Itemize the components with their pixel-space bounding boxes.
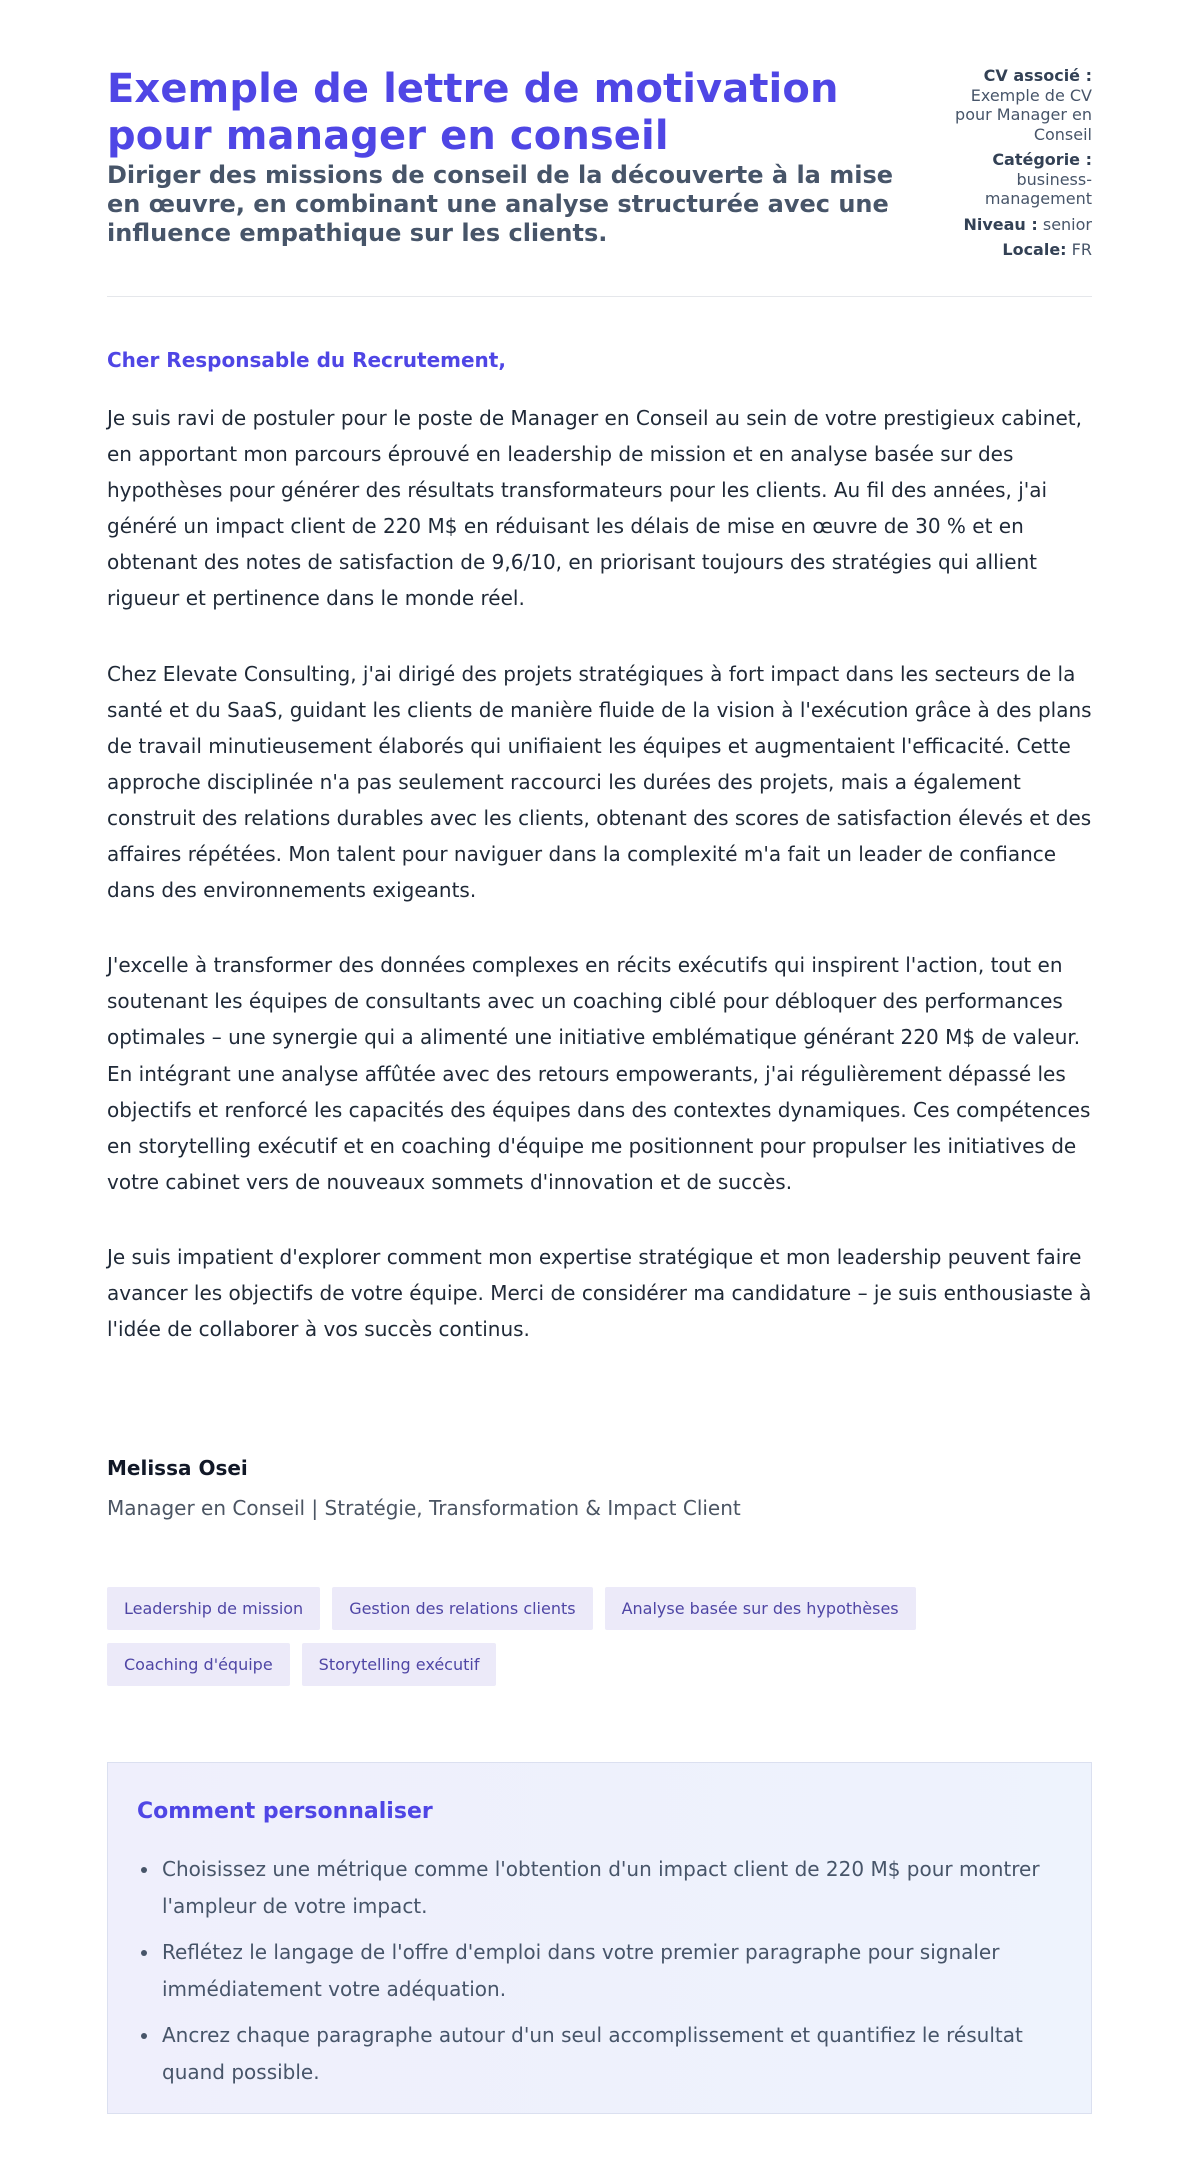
meta-level-value: senior (1042, 214, 1092, 234)
title-block (107, 66, 897, 248)
skill-tag: Gestion des relations clients (332, 1587, 592, 1630)
meta-level-label: Niveau : (963, 214, 1038, 234)
skill-tag: Leadership de mission (107, 1587, 320, 1630)
skill-tag: Storytelling exécutif (302, 1643, 497, 1686)
meta-cv (942, 66, 1092, 144)
tip-item: Ancrez chaque paragraphe autour d'un seul accomplissement et quantifiez le résultat quand possible. (162, 2017, 1082, 2090)
page-header (107, 0, 1092, 296)
meta-category-label: Catégorie : (992, 150, 1092, 169)
tips-title: Comment personnaliser (137, 1799, 433, 1824)
header-divider (107, 296, 1092, 297)
signature-title: Manager en Conseil | Stratégie, Transformation & Impact Client (107, 1496, 741, 1520)
cover-letter-page (107, 0, 1092, 2084)
skill-tags (107, 1587, 1092, 1686)
letter-body (107, 400, 1092, 1386)
letter-paragraph: J'excelle à transformer des données complexes en récits exécutifs qui inspirent l'action, tout en soutenant les équipes de consultants avec un coaching ciblé pour débloquer des performances optimales – une synergie qui a alimenté une initiative emblématique générant 220 M$ de valeur. En intégrant une analyse affûtée avec des retours empowerants, j'ai régulièrement dépassé les objectifs et renforcé les capacités des équipes dans des contextes dynamiques. Ces compétences en storytelling exécutif et en coaching d'équipe me positionnent pour propulser les initiatives de votre cabinet vers de nouveaux sommets d'innovation et de succès. (107, 953, 1091, 1194)
meta-locale-value: FR (1071, 240, 1092, 259)
letter-paragraph: Je suis impatient d'explorer comment mon expertise stratégique et mon leadership peuvent faire avancer les objectifs de votre équipe. Merci de considérer ma candidature – je suis enthousiaste à l'idée de collaborer à vos succès continus. (107, 1244, 1092, 1342)
meta-panel (942, 66, 1092, 266)
tip-item: Reflétez le langage de l'offre d'emploi dans votre premier paragraphe pour signaler immédiatement votre adéquation. (162, 1934, 1082, 2007)
meta-locale-label: Locale: (1002, 240, 1067, 259)
page-title: Exemple de lettre de motivation pour manager en conseil (107, 66, 839, 159)
skill-tag: Coaching d'équipe (107, 1643, 290, 1686)
skill-tag: Analyse basée sur des hypothèses (605, 1587, 916, 1630)
tips-list (137, 1851, 1082, 2100)
meta-cv-value[interactable]: Exemple de CV pour Manager en Conseil (955, 85, 1092, 144)
signature-block (107, 1452, 741, 1524)
customization-tips-box (107, 1762, 1092, 2114)
page-subtitle: Diriger des missions de conseil de la découverte à la mise en œuvre, en combinant une analyse structurée avec une influence empathique sur les clients. (107, 161, 894, 247)
meta-level (942, 215, 1092, 235)
meta-category (942, 150, 1092, 209)
meta-cv-label: CV associé : (983, 66, 1092, 85)
letter-paragraph: Je suis ravi de postuler pour le poste de Manager en Conseil au sein de votre prestigieux cabinet, en apportant mon parcours éprouvé en leadership de mission et en analyse basée sur des hypothèses pour générer des résultats transformateurs pour les clients. Au fil des années, j'ai généré un impact client de 220 M$ en réduisant les délais de mise en œuvre de 30 % et en obtenant des notes de satisfaction de 9,6/10, en priorisant toujours des stratégies qui allient rigueur et pertinence dans le monde réel. (107, 406, 1082, 611)
tip-item: Choisissez une métrique comme l'obtention d'un impact client de 220 M$ pour montrer l'ampleur de votre impact. (162, 1851, 1082, 1924)
letter-greeting: Cher Responsable du Recrutement, (107, 348, 506, 372)
meta-category-value: business-management (984, 169, 1092, 208)
letter-paragraph: Chez Elevate Consulting, j'ai dirigé des projets stratégiques à fort impact dans les secteurs de la santé et du SaaS, guidant les clients de manière fluide de la vision à l'exécution grâce à des plans de travail minutieusement élaborés qui unifiaient les équipes et augmentaient l'efficacité. Cette approche disciplinée n'a pas seulement raccourci les durées des projets, mais a également construit des relations durables avec les clients, obtenant des scores de satisfaction élevés et des affaires répétées. Mon talent pour naviguer dans la complexité m'a fait un leader de confiance dans des environnements exigeants. (107, 661, 1092, 903)
signature-name: Melissa Osei (107, 1456, 248, 1480)
meta-locale (942, 240, 1092, 260)
